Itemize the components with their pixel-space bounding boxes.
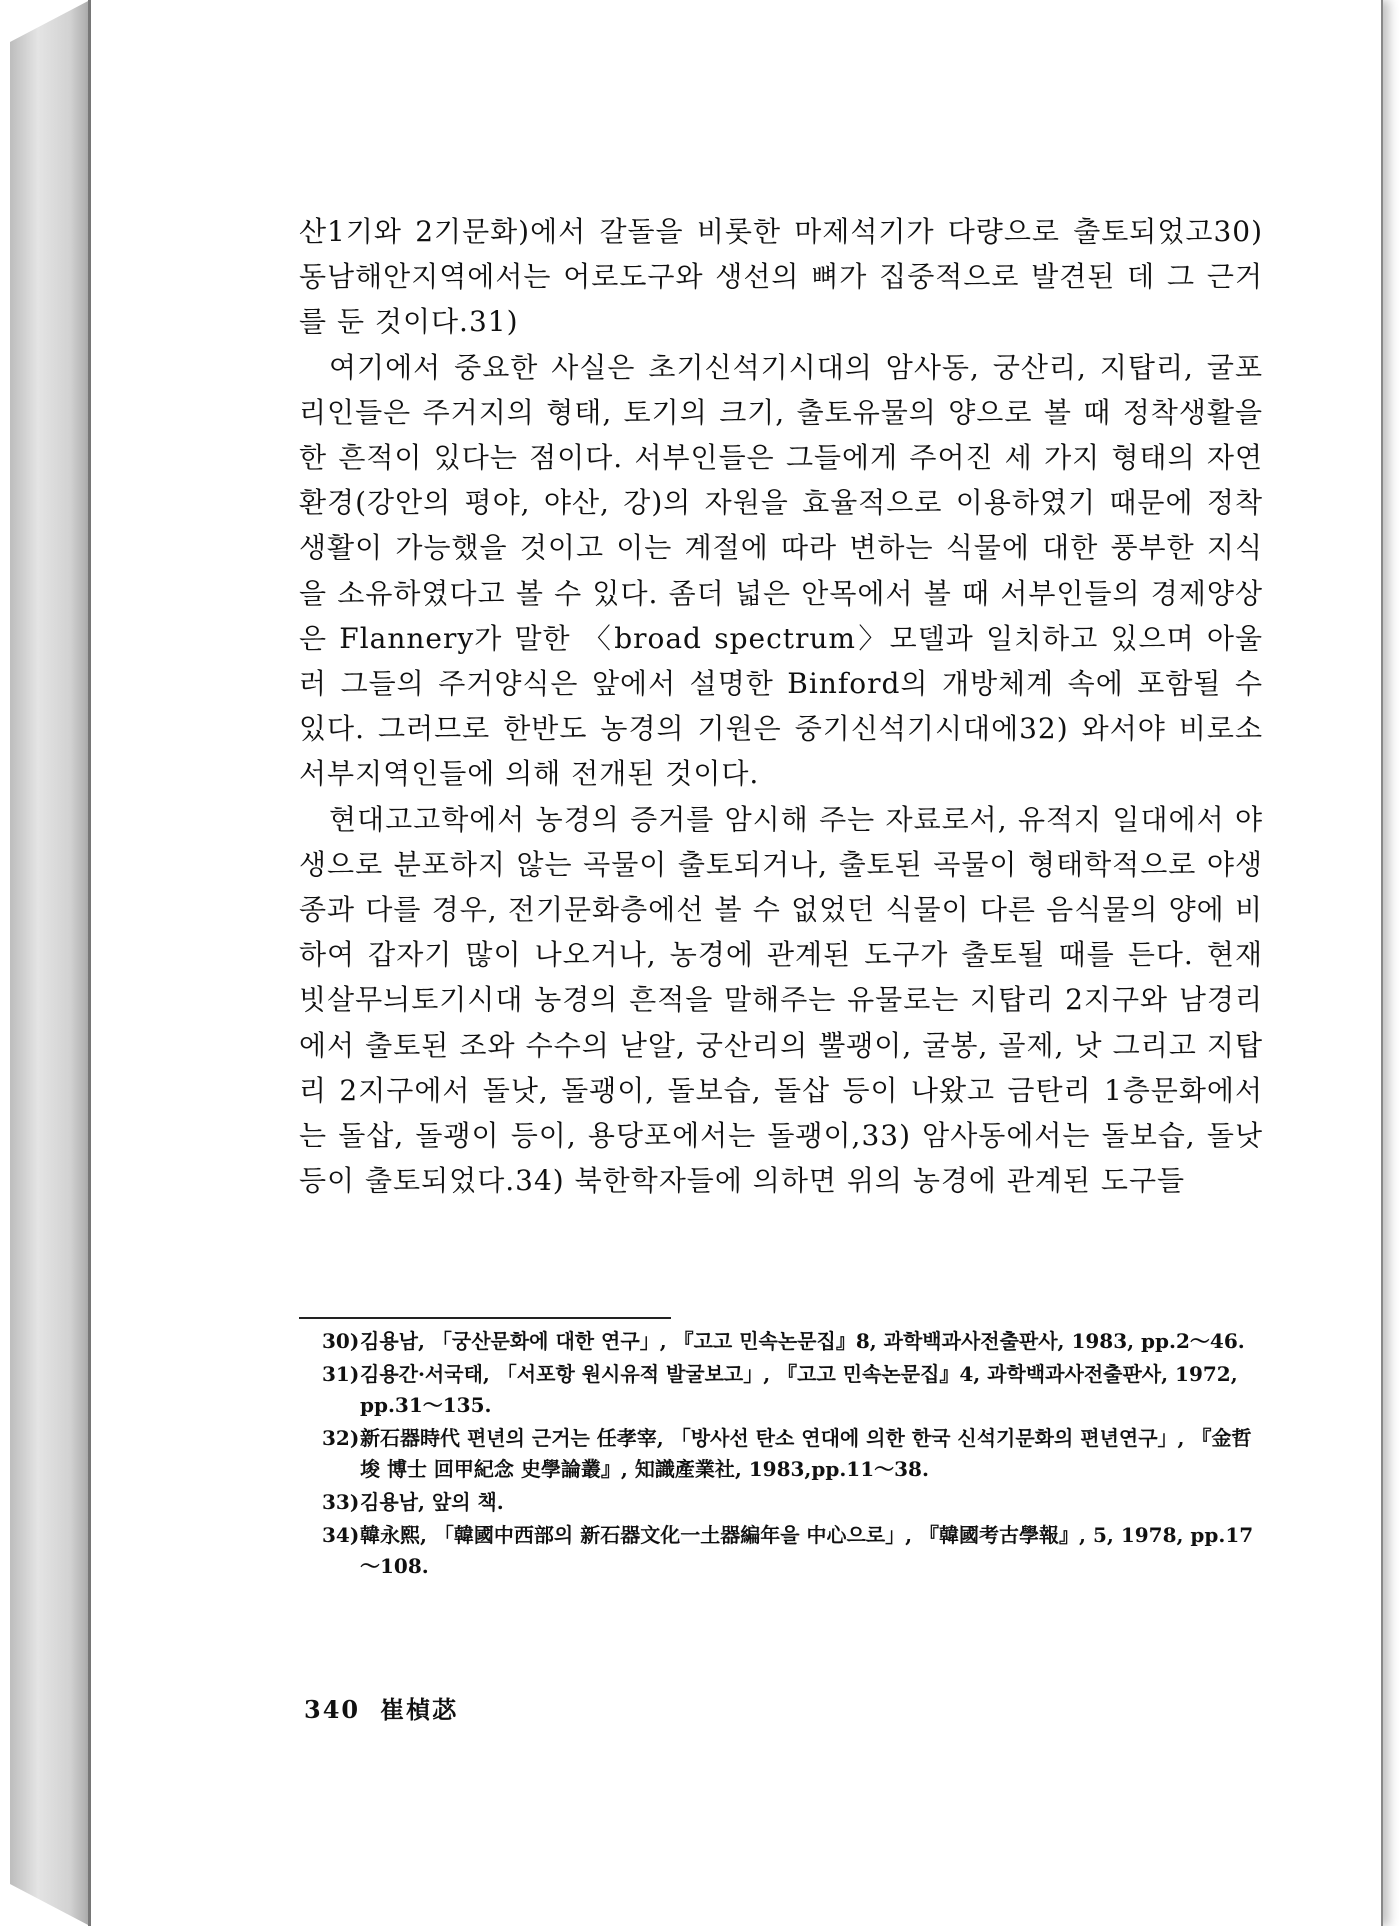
- footnote-text: 김용남, 앞의 책.: [360, 1490, 504, 1514]
- footnote-number: 34): [322, 1523, 360, 1547]
- footnote-31: [322, 1359, 1262, 1421]
- footnote-text: 新石器時代 편년의 근거는 任孝宰, 「방사선 탄소 연대에 의한 한국 신석기문화의 편년연구」, 『金哲埈 博士 回甲紀念 史學論叢』, 知識產業社, 1983,pp.11～38.: [360, 1426, 1252, 1481]
- paragraph-2: 여기에서 중요한 사실은 초기신석기시대의 암사동, 궁산리, 지탑리, 굴포리인들은 주거지의 형태, 토기의 크기, 출토유물의 양으로 볼 때 정착생활을 한 흔적이 있다는 점이다. 서부인들은 그들에게 주어진 세 가지 형태의 자연환경(강안의 평야, 야산, 강)의 자원을 효율적으로 이용하였기 때문에 정착생활이 가능했을 것이고 이는 계절에 따라 변하는 식물에 대한 풍부한 지식을 소유하였다고 볼 수 있다. 좀더 넓은 안목에서 볼 때 서부인들의 경제양상은 Flannery가 말한 〈broad spectrum〉모델과 일치하고 있으며 아울러 그들의 주거양식은 앞에서 설명한 Binford의 개방체계 속에 포함될 수 있다. 그러므로 한반도 농경의 기원은 중기신석기시대에32) 와서야 비로소 서부지역인들에 의해 전개된 것이다.: [299, 350, 1263, 791]
- footnote-number: 31): [322, 1362, 360, 1386]
- footnote-32: [322, 1423, 1262, 1485]
- running-author: 崔楨苾: [380, 1695, 459, 1724]
- footnote-text: 김용남, 「궁산문화에 대한 연구」, 『고고 민속논문집』8, 과학백과사전출판사, 1983, pp.2～46.: [360, 1329, 1245, 1353]
- paragraph-3: 현대고고학에서 농경의 증거를 암시해 주는 자료로서, 유적지 일대에서 야생으로 분포하지 않는 곡물이 출토되거나, 출토된 곡물이 형태학적으로 야생종과 다를 경우, 전기문화층에선 볼 수 없었던 식물이 다른 음식물의 양에 비하여 갑자기 많이 나오거나, 농경에 관계된 도구가 출토될 때를 든다. 현재 빗살무늬토기시대 농경의 흔적을 말해주는 유물로는 지탑리 2지구와 남경리에서 출토된 조와 수수의 낟알, 궁산리의 뿔괭이, 굴봉, 골제, 낫 그리고 지탑리 2지구에서 돌낫, 돌괭이, 돌보습, 돌삽 등이 나왔고 금탄리 1층문화에서는 돌삽, 돌괭이 등이, 용당포에서는 돌괭이,33) 암사동에서는 돌보습, 돌낫 등이 출토되었다.34) 북한학자들에 의하면 위의 농경에 관계된 도구들: [299, 802, 1263, 1198]
- footnotes: [322, 1326, 1262, 1584]
- paragraph-1: 산1기와 2기문화)에서 갈돌을 비롯한 마제석기가 다량으로 출토되었고30) 동남해안지역에서는 어로도구와 생선의 뼈가 집중적으로 발견된 데 그 근거를 둔 것이다.31): [299, 215, 1263, 339]
- footnote-number: 33): [322, 1490, 360, 1514]
- footnote-number: 32): [322, 1426, 360, 1450]
- book-spine: [10, 0, 90, 1926]
- page-folio: [304, 1690, 478, 1725]
- page-number: 340: [304, 1695, 361, 1724]
- body-text: [299, 209, 1263, 1203]
- footnote-34: [322, 1520, 1262, 1582]
- footnote-rule: [299, 1317, 671, 1319]
- footnote-text: 김용간·서국태, 「서포항 원시유적 발굴보고」, 『고고 민속논문집』4, 과학백과사전출판사, 1972, pp.31～135.: [360, 1362, 1238, 1417]
- footnote-33: [322, 1487, 1262, 1518]
- footnote-number: 30): [322, 1329, 360, 1353]
- footnote-text: 韓永熙, 「韓國中西部의 新石器文化一土器編年을 中心으로」, 『韓國考古學報』, 5, 1978, pp.17～108.: [360, 1523, 1254, 1578]
- footnote-30: [322, 1326, 1262, 1357]
